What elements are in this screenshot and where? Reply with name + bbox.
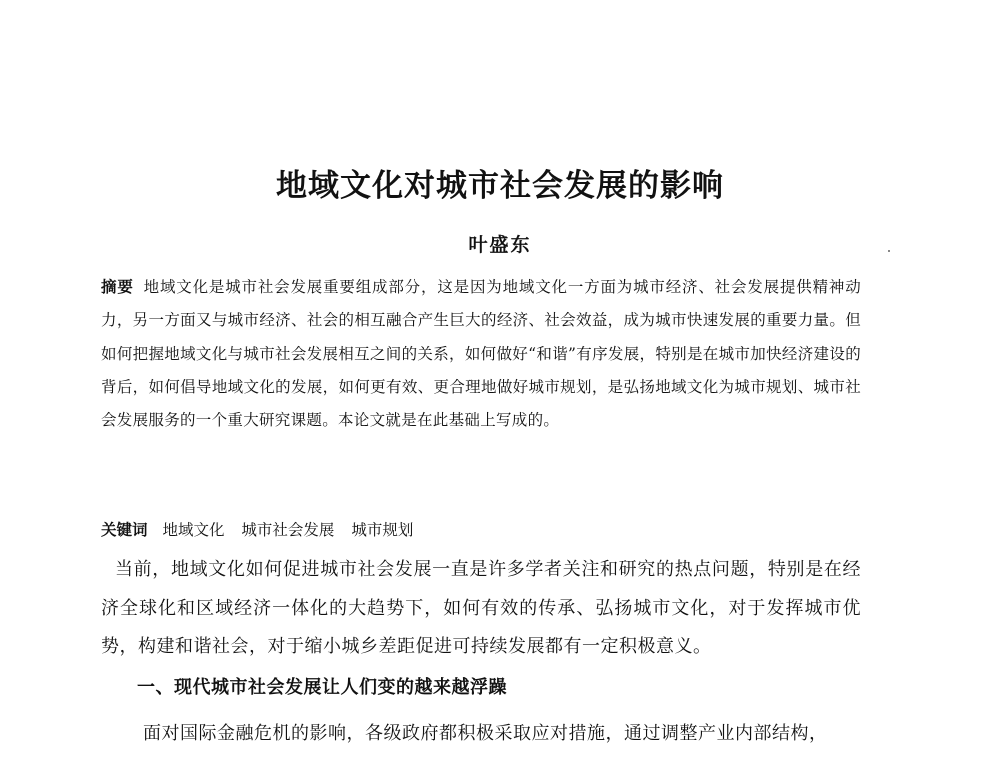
paper-title: 地域文化对城市社会发展的影响	[276, 168, 724, 204]
scan-speck	[888, 250, 890, 252]
keywords-label: 关键词	[101, 520, 148, 539]
keyword-item: 地域文化	[162, 521, 225, 539]
author-name: 叶盛东	[468, 234, 532, 256]
keyword-item: 城市规划	[351, 521, 414, 539]
abstract-text: 地域文化是城市社会发展重要组成部分，这是因为地域文化一方面为城市经济、社会发展提供精神动力，另一方面又与城市经济、社会的相互融合产生巨大的经济、社会效益，成为城市快速发展的重要力量。但如何把握地域文化与城市社会发展相互之间的关系，如何做好“和谐”有序发展，特别是在城市加快经济建设的背后，如何倡导地域文化的发展，如何更有效、更合理地做好城市规划，是弘扬地域文化为城市规划、城市社会发展服务的一个重大研究课题。本论文就是在此基础上写成的。	[101, 278, 862, 430]
section-paragraph: 面对国际金融危机的影响，各级政府都积极采取应对措施，通过调整产业内部结构，	[143, 723, 828, 744]
abstract-block	[101, 270, 861, 437]
abstract-label: 摘要	[101, 277, 134, 296]
intro-paragraph: 当前，地域文化如何促进城市社会发展一直是许多学者关注和研究的热点问题，特别是在经济全球化和区域经济一体化的大趋势下，如何有效的传承、弘扬城市文化，对于发挥城市优势，构建和谐社会，对于缩小城乡差距促进可持续发展都有一定积极意义。	[101, 559, 861, 657]
keyword-item: 城市社会发展	[241, 521, 335, 539]
section-heading: 一、现代城市社会发展让人们变的越来越浮躁	[137, 677, 507, 698]
keywords-line	[101, 513, 861, 547]
